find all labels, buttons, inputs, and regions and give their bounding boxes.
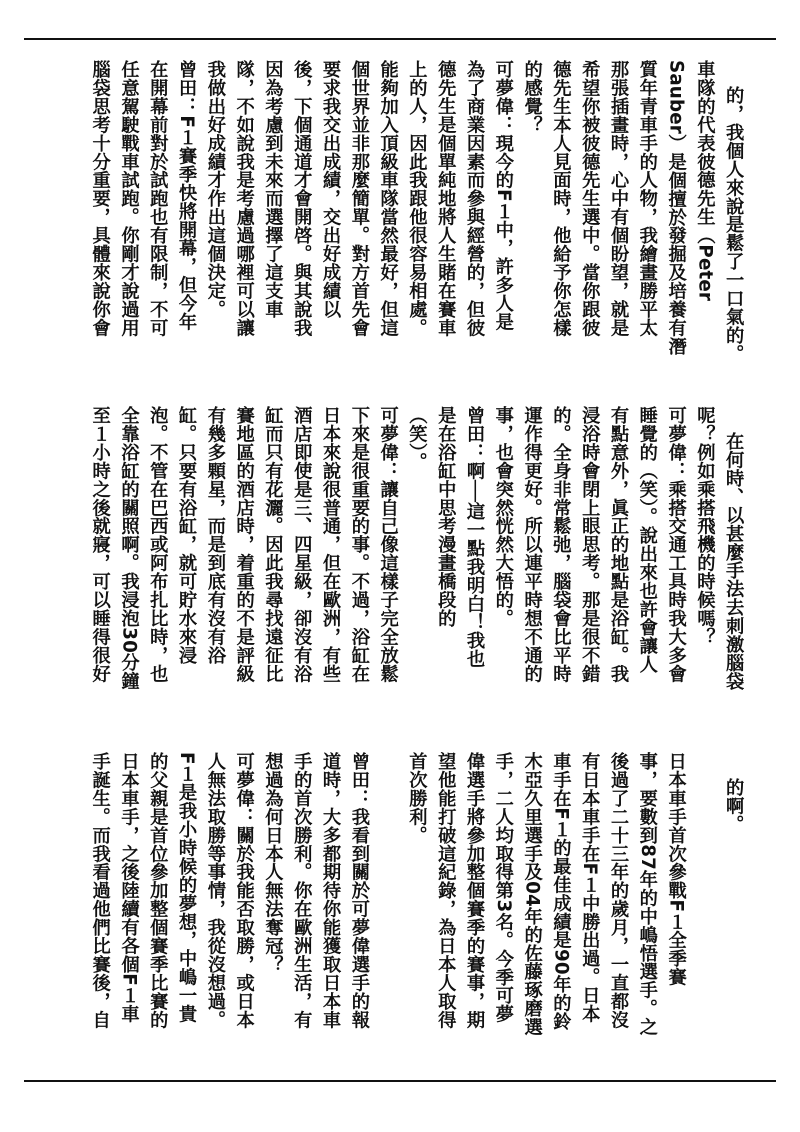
- article-text-middle: 在何時、以甚麼手法去刺激腦袋 呢？例如乘搭飛機的時候嗎？ 可夢偉：乘搭交通工具時我大多會 睡覺的（笑）。說出來也許會讓人 有點意外，眞正的地點是浴缸。我 浸浴時會閉上眼思考。那是很不錯 的。全身非常鬆弛，腦袋會比平時 運作得更好。所以連平時想不通的 事，也會突然恍然大悟的。 曾田：啊──這一點我明白！我也 是在浴缸中思考漫畫橋段的 （笑）。 可夢偉：讓自己像這樣子完全放鬆 下來是很重要的事。不過，浴缸在 日本來說很普通，但在歐洲，有些 酒店即使是三、四星級，卻沒有浴 缸而只有花灑。因此我尋找遠征比 賽地區的酒店時，着重的不是評級 有幾多顆星，而是到底有沒有浴 缸。只要有浴缸，就可貯水來浸 泡。不管在巴西或阿布扎比時，也 全靠浴缸的關照啊。我浸泡30分鐘 至１小時之後就寢，可以睡得很好: [89, 406, 745, 691]
- article-text-top: 的，我個人來說是鬆了一口氣的。 車隊的代表彼德先生（Peter Sauber）是個擅於發掘及培養有潛 質年青車手的人物，我繪畫勝平太 那張插畫時，心中有個盼望，就是 希望你被彼德先生選中。當你跟彼 德先生本人見面時，他給予你怎樣 的感覺？ 可夢偉：現今的F１中，許多人是 為了商業因素而參與經營的，但彼 德先生是個單純地將人生賭在賽車 上的人，因此我跟他很容易相處。 能夠加入頂級車隊當然最好，但這 個世界並非那麼簡單。對方首先會 要求我交出成績，交出好成績以 後，下個通道才會開啓。與其說我 因為考慮到未來而選擇了這支車 隊，不如說我是考慮過哪裡可以讓 我做出好成績才作出這個決定。 曾田：F１賽季快將開幕，但今年 在開幕前對於試跑也有限制，不可 任意駕駛戰車試跑。你剛才說過用 腦袋思考十分重要，具體來說你會: [89, 60, 745, 363]
- top-rule: [24, 38, 776, 40]
- article-text-bottom: 的啊。 日本車手首次參戰F１全季賽 事，要數到87年的中嶋悟選手。之 後過了二十三年的歲月，一直都沒 有日本車手在F１中勝出過。日本 車手在F１的最佳成績是90年的鈴 木亞久里選手及04年的佐藤琢磨選 手，二人均取得第3名。今季可夢 偉選手將參加整個賽季的賽事，期 望他能打破這紀錄，為日本人取得 首次勝利。 曾田：我看到關於可夢偉選手的報 道時，大多都期待你能獲取日本車 手的首次勝利。你在歐洲生活，有 想過為何日本人無法奪冠？ 可夢偉：關於我能否取勝，或日本 人無法取勝等事情，我從沒想過。 F１是我小時候的夢想，中嶋一貴 的父親是首位參加整個賽季比賽的 日本車手，之後陸續有各個F１車 手誕生。而我看過他們比賽後，自: [89, 752, 745, 1036]
- article-block-bottom: [28, 752, 776, 1070]
- article-block-top: [28, 60, 776, 378]
- article-block-middle: [28, 406, 776, 724]
- bottom-rule: [24, 1080, 776, 1082]
